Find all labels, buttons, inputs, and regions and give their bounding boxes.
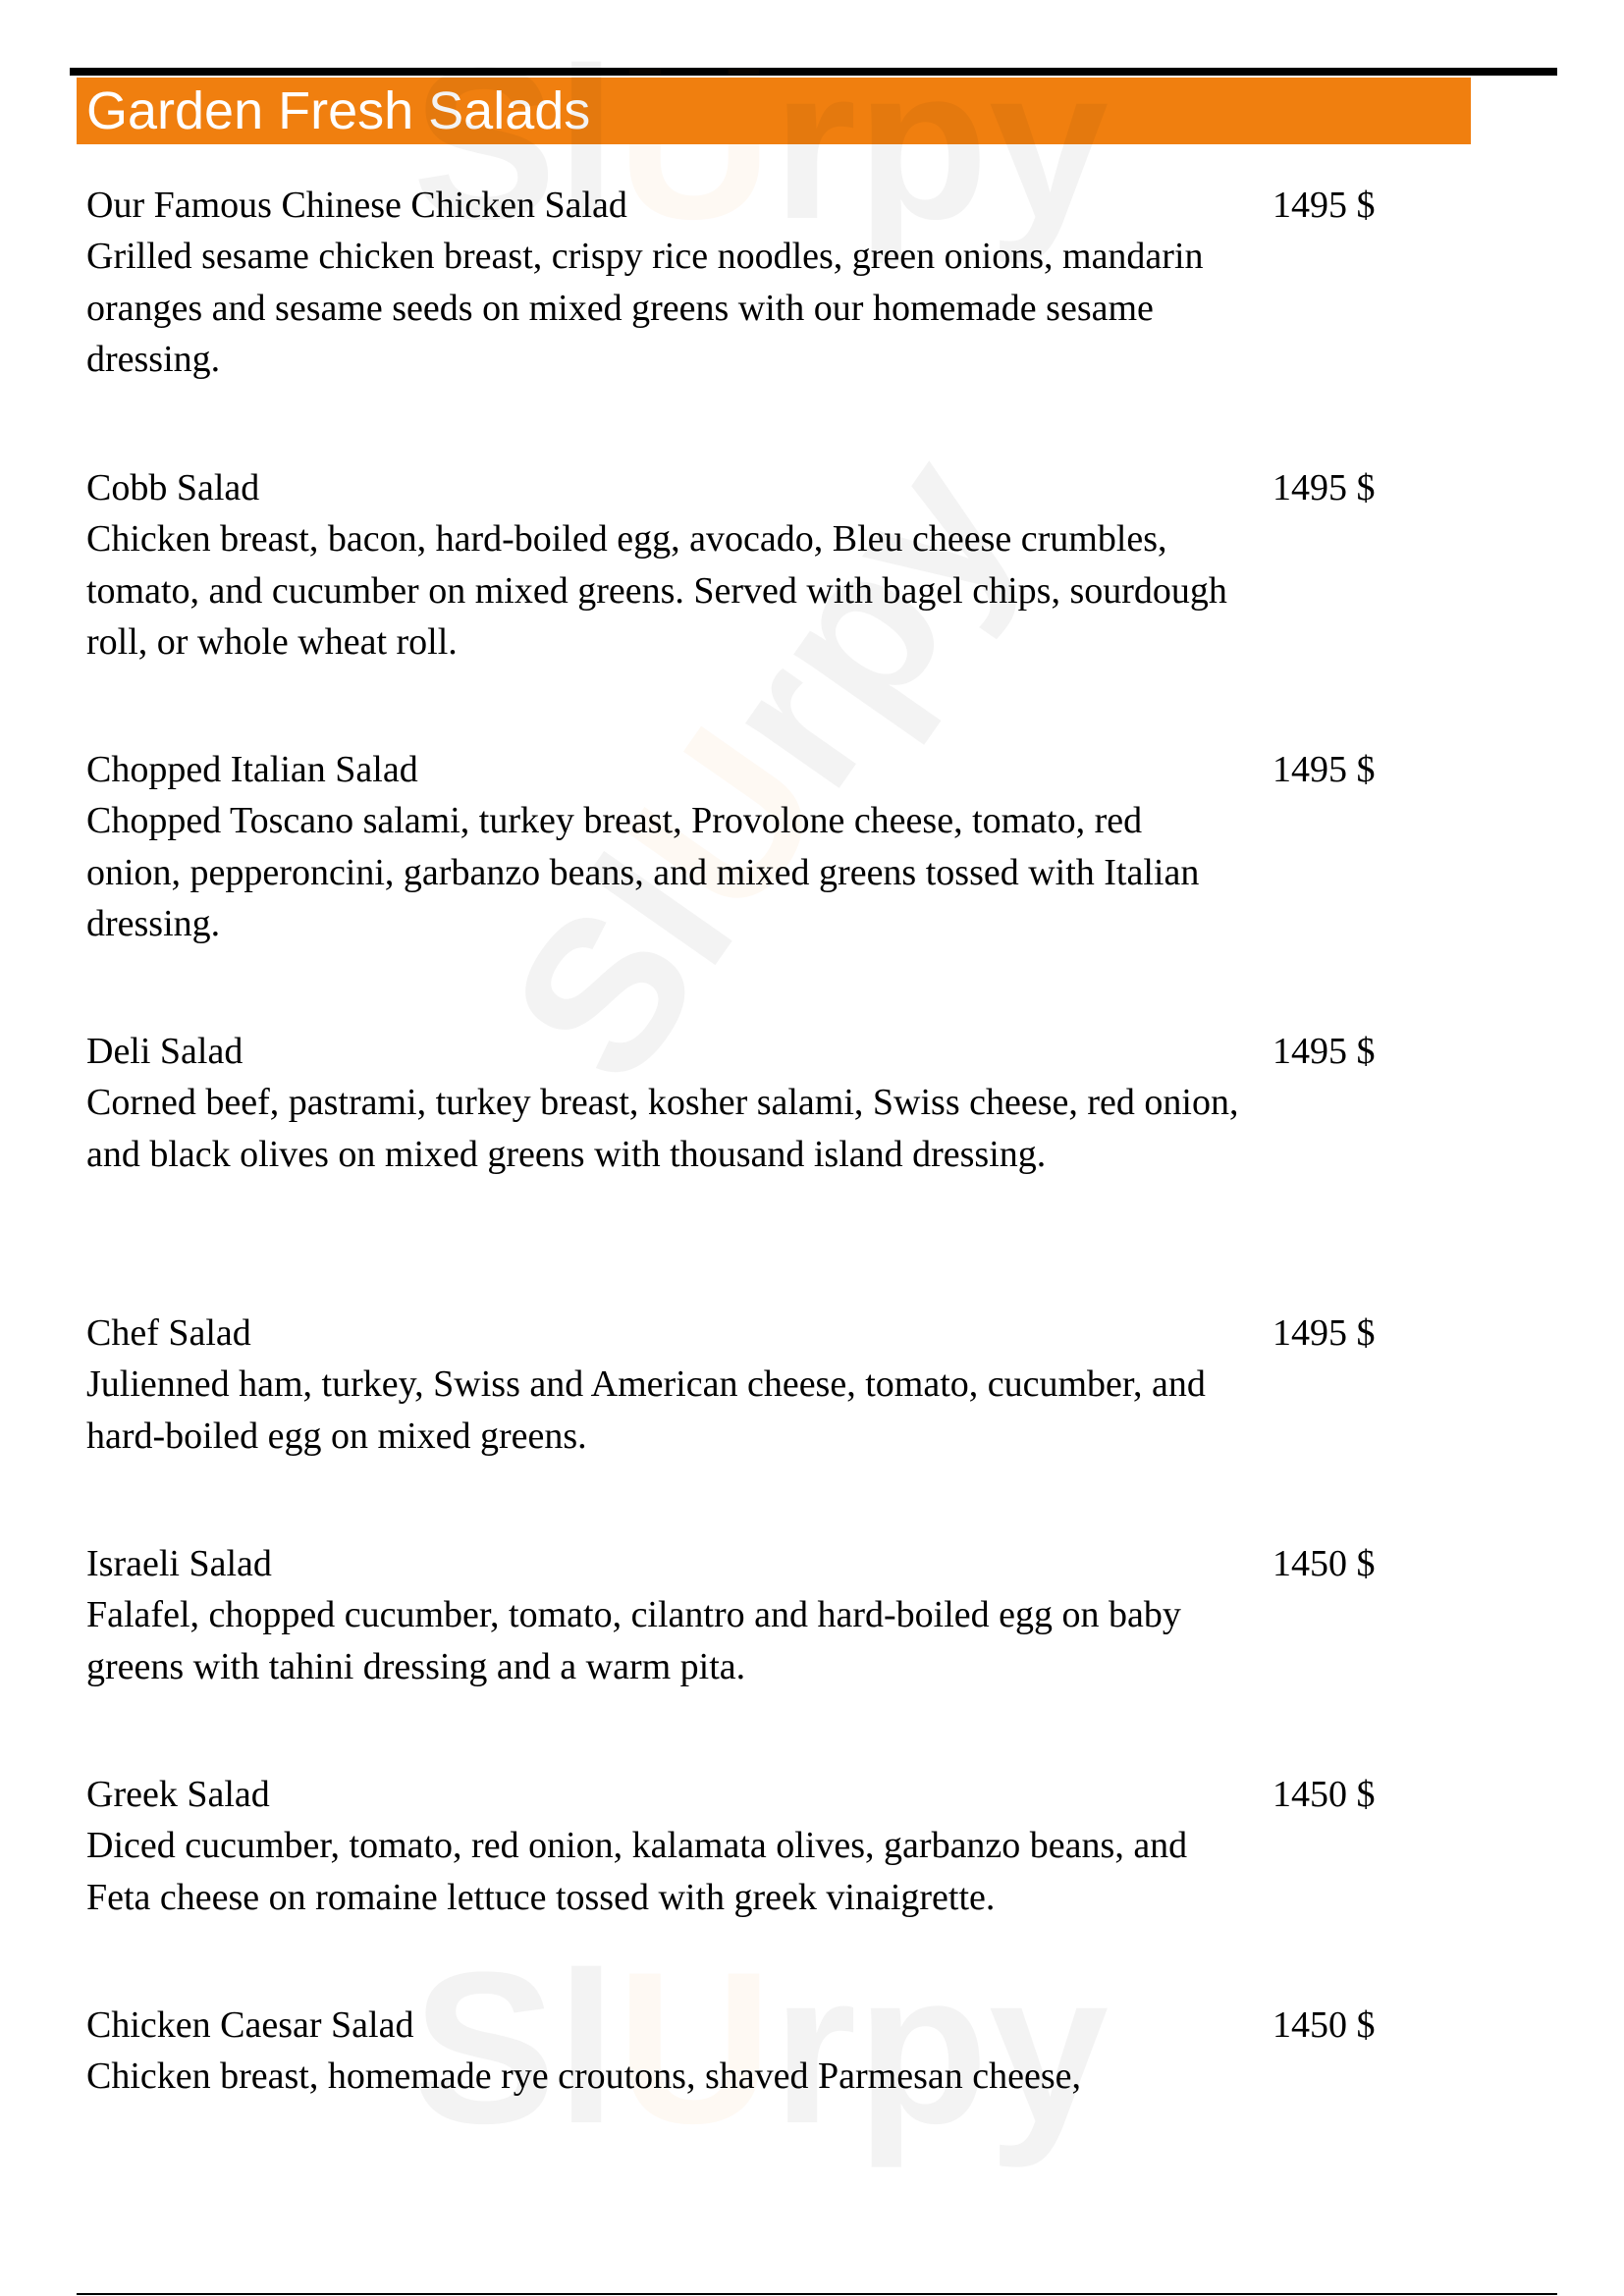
menu-item: [86, 1538, 1412, 1692]
item-name: Chef Salad: [86, 1312, 251, 1354]
item-description: Chicken breast, homemade rye croutons, shaved Parmesan cheese,: [86, 2056, 1081, 2097]
item-name: Chopped Italian Salad: [86, 749, 418, 790]
item-price: 1495 $: [1272, 749, 1376, 790]
item-name: Greek Salad: [86, 1774, 270, 1815]
item-name: Our Famous Chinese Chicken Salad: [86, 185, 627, 226]
item-name: Chicken Caesar Salad: [86, 2004, 414, 2046]
item-name: Deli Salad: [86, 1031, 244, 1072]
item-description: Julienned ham, turkey, Swiss and American cheese, tomato, cucumber, and hard-boiled egg on mixed greens.: [86, 1363, 1206, 1457]
item-price: 1450 $: [1272, 1543, 1376, 1584]
menu-item: [86, 2000, 1412, 2103]
item-description: Chopped Toscano salami, turkey breast, Provolone cheese, tomato, red onion, pepperoncini, garbanzo beans, and mixed greens tossed with Italian dressing.: [86, 800, 1200, 944]
item-price: 1450 $: [1272, 1774, 1376, 1815]
menu-item: [86, 1769, 1412, 1923]
item-description: Chicken breast, bacon, hard-boiled egg, avocado, Bleu cheese crumbles, tomato, and cucumber on mixed greens. Served with bagel chips, sourdough roll, or whole wheat roll.: [86, 518, 1227, 663]
menu-item: [86, 462, 1412, 668]
section-header: [77, 78, 1471, 144]
menu-item: [86, 1308, 1412, 1462]
bottom-rule: [77, 2293, 1557, 2295]
item-price: 1495 $: [1272, 1312, 1376, 1354]
top-rule: [70, 68, 1557, 76]
item-description: Corned beef, pastrami, turkey breast, kosher salami, Swiss cheese, red onion, and black olives on mixed greens with thousand island dressing.: [86, 1082, 1239, 1175]
item-price: 1450 $: [1272, 2004, 1376, 2046]
item-price: 1495 $: [1272, 467, 1376, 508]
item-price: 1495 $: [1272, 185, 1376, 226]
item-price: 1495 $: [1272, 1031, 1376, 1072]
menu-item: [86, 744, 1412, 950]
item-description: Grilled sesame chicken breast, crispy rice noodles, green onions, mandarin oranges and sesame seeds on mixed greens with our homemade sesame dressing.: [86, 236, 1204, 380]
item-name: Israeli Salad: [86, 1543, 272, 1584]
item-description: Falafel, chopped cucumber, tomato, cilantro and hard-boiled egg on baby greens with tahini dressing and a warm pita.: [86, 1594, 1181, 1687]
menu-item: [86, 180, 1412, 386]
menu-item: [86, 1026, 1412, 1180]
item-description: Diced cucumber, tomato, red onion, kalamata olives, garbanzo beans, and Feta cheese on romaine lettuce tossed with greek vinaigrette.: [86, 1825, 1188, 1918]
item-name: Cobb Salad: [86, 467, 260, 508]
section-title: Garden Fresh Salads: [86, 81, 591, 140]
